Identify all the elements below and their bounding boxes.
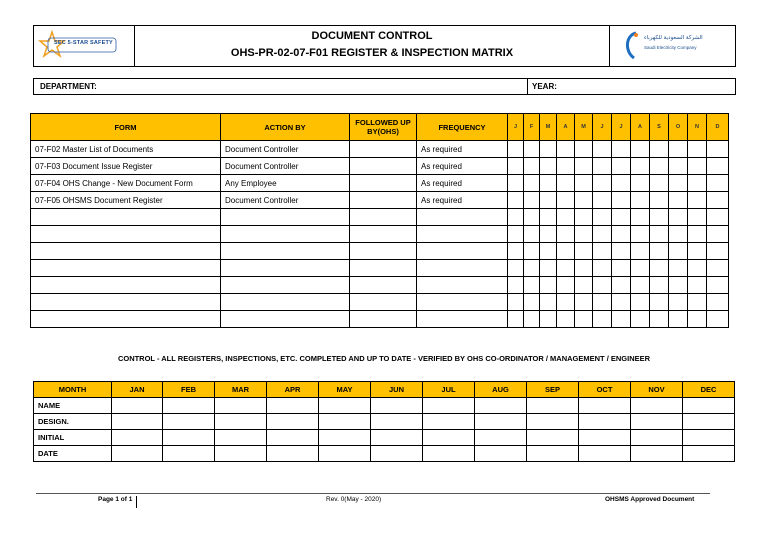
verification-cell[interactable] (631, 398, 683, 414)
verification-cell[interactable] (163, 446, 215, 462)
cell-month-check[interactable] (612, 158, 631, 175)
cell-month-check[interactable] (540, 260, 557, 277)
cell-month-check[interactable] (593, 175, 612, 192)
control-statement: CONTROL - ALL REGISTERS, INSPECTIONS, ETC. COMPLETED AND UP TO DATE - VERIFIED BY OHS CO-ORDINATOR / MANAGEMENT / ENGINEER (117, 354, 651, 363)
verification-cell[interactable] (475, 414, 527, 430)
verification-cell[interactable] (527, 446, 579, 462)
cell-month-check[interactable] (508, 243, 524, 260)
cell-form[interactable]: 07-F02 Master List of Documents (31, 141, 221, 158)
cell-month-check[interactable] (707, 243, 729, 260)
cell-month-check[interactable] (612, 277, 631, 294)
matrix-row (31, 226, 729, 243)
department-row (33, 78, 736, 95)
verification-row (34, 398, 735, 414)
cell-month-check[interactable] (575, 209, 593, 226)
cell-action-by[interactable] (221, 243, 350, 260)
cell-month-check[interactable] (669, 209, 688, 226)
month-col: JAN (112, 382, 163, 398)
cell-form[interactable]: 07-F04 OHS Change - New Document Form (31, 175, 221, 192)
cell-month-check[interactable] (707, 192, 729, 209)
col-month: J (508, 114, 524, 141)
verification-cell[interactable] (371, 398, 423, 414)
month-col: FEB (163, 382, 215, 398)
department-label: DEPARTMENT: (40, 82, 97, 91)
cell-form[interactable] (31, 243, 221, 260)
verification-cell[interactable] (527, 430, 579, 446)
month-header: MONTH (34, 382, 112, 398)
col-month: N (688, 114, 707, 141)
cell-followed-up[interactable] (350, 192, 417, 209)
cell-followed-up[interactable] (350, 294, 417, 311)
cell-action-by[interactable] (221, 294, 350, 311)
matrix-row (31, 277, 729, 294)
cell-month-check[interactable] (540, 311, 557, 328)
cell-form[interactable]: 07-F05 OHSMS Document Register (31, 192, 221, 209)
verification-cell[interactable] (579, 430, 631, 446)
cell-month-check[interactable] (669, 192, 688, 209)
company-name-english: Saudi Electricity Company (644, 45, 697, 50)
cell-month-check[interactable] (557, 226, 575, 243)
cell-month-check[interactable] (669, 260, 688, 277)
verification-cell[interactable] (112, 414, 163, 430)
cell-month-check[interactable] (688, 311, 707, 328)
verification-cell[interactable] (371, 430, 423, 446)
month-col: AUG (475, 382, 527, 398)
cell-month-check[interactable] (524, 243, 540, 260)
verification-cell[interactable] (579, 398, 631, 414)
cell-month-check[interactable] (557, 192, 575, 209)
cell-month-check[interactable] (524, 277, 540, 294)
col-month: F (524, 114, 540, 141)
cell-frequency[interactable] (417, 226, 508, 243)
col-month: M (575, 114, 593, 141)
cell-month-check[interactable] (557, 141, 575, 158)
cell-month-check[interactable] (524, 209, 540, 226)
cell-month-check[interactable] (631, 175, 650, 192)
cell-month-check[interactable] (508, 192, 524, 209)
cell-month-check[interactable] (540, 243, 557, 260)
verification-cell[interactable] (267, 398, 319, 414)
verification-row (34, 414, 735, 430)
verification-row-label: NAME (34, 398, 112, 414)
verification-row-label: INITIAL (34, 430, 112, 446)
matrix-row (31, 311, 729, 328)
cell-month-check[interactable] (688, 141, 707, 158)
cell-month-check[interactable] (631, 209, 650, 226)
cell-month-check[interactable] (650, 311, 669, 328)
cell-month-check[interactable] (508, 226, 524, 243)
cell-frequency[interactable] (417, 243, 508, 260)
col-month: J (612, 114, 631, 141)
cell-month-check[interactable] (575, 141, 593, 158)
matrix-row (31, 192, 729, 209)
cell-month-check[interactable] (557, 277, 575, 294)
month-col: OCT (579, 382, 631, 398)
cell-frequency[interactable]: As required (417, 192, 508, 209)
cell-month-check[interactable] (612, 294, 631, 311)
cell-followed-up[interactable] (350, 226, 417, 243)
cell-month-check[interactable] (540, 141, 557, 158)
cell-month-check[interactable] (688, 294, 707, 311)
cell-month-check[interactable] (612, 260, 631, 277)
cell-month-check[interactable] (707, 141, 729, 158)
verification-cell[interactable] (683, 446, 735, 462)
cell-month-check[interactable] (593, 277, 612, 294)
cell-month-check[interactable] (524, 192, 540, 209)
cell-action-by[interactable] (221, 260, 350, 277)
cell-month-check[interactable] (575, 192, 593, 209)
cell-month-check[interactable] (631, 260, 650, 277)
logo-text: SEC 5-STAR SAFETY (54, 40, 113, 46)
col-month: D (707, 114, 729, 141)
cell-month-check[interactable] (593, 192, 612, 209)
sec-logo (34, 26, 135, 66)
cell-month-check[interactable] (669, 141, 688, 158)
verification-cell[interactable] (163, 430, 215, 446)
verification-cell[interactable] (579, 446, 631, 462)
cell-action-by[interactable]: Any Employee (221, 175, 350, 192)
cell-month-check[interactable] (650, 209, 669, 226)
month-col: SEP (527, 382, 579, 398)
cell-month-check[interactable] (707, 175, 729, 192)
cell-month-check[interactable] (650, 192, 669, 209)
cell-action-by[interactable]: Document Controller (221, 158, 350, 175)
cell-month-check[interactable] (540, 209, 557, 226)
verification-cell[interactable] (319, 398, 371, 414)
cell-month-check[interactable] (508, 141, 524, 158)
cell-frequency[interactable] (417, 277, 508, 294)
cell-frequency[interactable] (417, 294, 508, 311)
cell-month-check[interactable] (524, 226, 540, 243)
verification-cell[interactable] (267, 446, 319, 462)
cell-followed-up[interactable] (350, 260, 417, 277)
approved-label: OHSMS Approved Document (605, 496, 695, 503)
page-number: Page 1 of 1 (98, 496, 137, 508)
verification-cell[interactable] (423, 414, 475, 430)
cell-month-check[interactable] (631, 311, 650, 328)
verification-cell[interactable] (579, 414, 631, 430)
verification-cell[interactable] (215, 430, 267, 446)
company-logo (609, 26, 735, 66)
cell-month-check[interactable] (688, 175, 707, 192)
document-header (33, 25, 736, 67)
cell-month-check[interactable] (524, 175, 540, 192)
verification-cell[interactable] (215, 446, 267, 462)
matrix-row (31, 175, 729, 192)
cell-frequency[interactable]: As required (417, 141, 508, 158)
cell-month-check[interactable] (669, 175, 688, 192)
month-col: NOV (631, 382, 683, 398)
revision-text: Rev. 0(May - 2020) (326, 496, 382, 503)
cell-frequency[interactable]: As required (417, 158, 508, 175)
cell-followed-up[interactable] (350, 209, 417, 226)
cell-month-check[interactable] (508, 209, 524, 226)
cell-action-by[interactable]: Document Controller (221, 141, 350, 158)
cell-form[interactable] (31, 311, 221, 328)
cell-month-check[interactable] (593, 311, 612, 328)
col-month: O (669, 114, 688, 141)
cell-month-check[interactable] (575, 294, 593, 311)
verification-cell[interactable] (112, 398, 163, 414)
cell-followed-up[interactable] (350, 243, 417, 260)
cell-month-check[interactable] (524, 141, 540, 158)
cell-month-check[interactable] (540, 158, 557, 175)
verification-cell[interactable] (267, 414, 319, 430)
cell-form[interactable] (31, 294, 221, 311)
cell-action-by[interactable]: Document Controller (221, 192, 350, 209)
verification-cell[interactable] (683, 414, 735, 430)
cell-followed-up[interactable] (350, 311, 417, 328)
year-label: YEAR: (532, 82, 557, 91)
cell-month-check[interactable] (540, 175, 557, 192)
col-month: A (557, 114, 575, 141)
cell-frequency[interactable] (417, 209, 508, 226)
cell-month-check[interactable] (593, 260, 612, 277)
cell-month-check[interactable] (650, 158, 669, 175)
cell-month-check[interactable] (631, 277, 650, 294)
cell-month-check[interactable] (707, 226, 729, 243)
cell-month-check[interactable] (593, 294, 612, 311)
matrix-row (31, 294, 729, 311)
cell-month-check[interactable] (524, 294, 540, 311)
cell-month-check[interactable] (612, 141, 631, 158)
cell-month-check[interactable] (650, 260, 669, 277)
cell-month-check[interactable] (508, 294, 524, 311)
sec-emblem-icon (622, 31, 642, 61)
cell-month-check[interactable] (612, 226, 631, 243)
col-month: S (650, 114, 669, 141)
cell-frequency[interactable] (417, 260, 508, 277)
cell-month-check[interactable] (557, 158, 575, 175)
verification-row (34, 446, 735, 462)
cell-frequency[interactable] (417, 311, 508, 328)
verification-cell[interactable] (475, 398, 527, 414)
cell-month-check[interactable] (575, 311, 593, 328)
col-form: FORM (31, 114, 221, 141)
cell-action-by[interactable] (221, 209, 350, 226)
col-month: M (540, 114, 557, 141)
cell-month-check[interactable] (612, 243, 631, 260)
cell-month-check[interactable] (557, 175, 575, 192)
cell-month-check[interactable] (669, 243, 688, 260)
cell-month-check[interactable] (508, 175, 524, 192)
cell-month-check[interactable] (557, 260, 575, 277)
verification-cell[interactable] (319, 446, 371, 462)
cell-month-check[interactable] (688, 260, 707, 277)
company-name-arabic: الشركة السعودية للكهرباء (644, 35, 703, 41)
cell-month-check[interactable] (540, 277, 557, 294)
cell-month-check[interactable] (593, 226, 612, 243)
cell-followed-up[interactable] (350, 277, 417, 294)
matrix-header-row (31, 114, 729, 141)
cell-action-by[interactable] (221, 311, 350, 328)
col-month: J (593, 114, 612, 141)
cell-month-check[interactable] (669, 311, 688, 328)
cell-form[interactable] (31, 226, 221, 243)
cell-followed-up[interactable] (350, 141, 417, 158)
header-title-cell (135, 26, 609, 66)
cell-month-check[interactable] (524, 260, 540, 277)
month-col: MAR (215, 382, 267, 398)
cell-month-check[interactable] (707, 277, 729, 294)
cell-month-check[interactable] (631, 226, 650, 243)
verification-cell[interactable] (163, 398, 215, 414)
cell-month-check[interactable] (508, 260, 524, 277)
verification-cell[interactable] (371, 446, 423, 462)
cell-month-check[interactable] (650, 243, 669, 260)
cell-month-check[interactable] (631, 243, 650, 260)
cell-month-check[interactable] (593, 209, 612, 226)
cell-month-check[interactable] (508, 311, 524, 328)
monthly-verification-table (33, 381, 735, 462)
verification-cell[interactable] (423, 398, 475, 414)
cell-month-check[interactable] (524, 311, 540, 328)
cell-month-check[interactable] (650, 226, 669, 243)
cell-month-check[interactable] (631, 192, 650, 209)
cell-month-check[interactable] (688, 209, 707, 226)
month-col: MAY (319, 382, 371, 398)
cell-month-check[interactable] (650, 141, 669, 158)
cell-month-check[interactable] (612, 175, 631, 192)
cell-month-check[interactable] (557, 209, 575, 226)
verification-cell[interactable] (423, 446, 475, 462)
month-col: JUN (371, 382, 423, 398)
verification-row-label: DESIGN. (34, 414, 112, 430)
cell-month-check[interactable] (669, 226, 688, 243)
verification-cell[interactable] (319, 430, 371, 446)
month-col: JUL (423, 382, 475, 398)
cell-month-check[interactable] (575, 158, 593, 175)
verification-row-label: DATE (34, 446, 112, 462)
verification-cell[interactable] (631, 430, 683, 446)
year-cell (527, 79, 736, 94)
cell-month-check[interactable] (631, 294, 650, 311)
cell-form[interactable] (31, 277, 221, 294)
star-logo-icon (34, 26, 134, 66)
cell-month-check[interactable] (631, 158, 650, 175)
cell-month-check[interactable] (557, 294, 575, 311)
register-matrix-table (30, 113, 729, 328)
cell-month-check[interactable] (612, 311, 631, 328)
verification-cell[interactable] (215, 398, 267, 414)
cell-month-check[interactable] (593, 158, 612, 175)
cell-month-check[interactable] (540, 226, 557, 243)
verification-row (34, 430, 735, 446)
col-month: A (631, 114, 650, 141)
cell-month-check[interactable] (688, 192, 707, 209)
cell-month-check[interactable] (557, 243, 575, 260)
verification-cell[interactable] (475, 446, 527, 462)
verification-cell[interactable] (527, 398, 579, 414)
verification-cell[interactable] (112, 446, 163, 462)
cell-month-check[interactable] (688, 243, 707, 260)
verification-cell[interactable] (215, 414, 267, 430)
cell-month-check[interactable] (650, 277, 669, 294)
month-col: APR (267, 382, 319, 398)
cell-month-check[interactable] (575, 243, 593, 260)
cell-followed-up[interactable] (350, 175, 417, 192)
cell-frequency[interactable]: As required (417, 175, 508, 192)
verification-cell[interactable] (423, 430, 475, 446)
page-title: DOCUMENT CONTROL (311, 30, 433, 42)
matrix-row (31, 260, 729, 277)
cell-month-check[interactable] (524, 158, 540, 175)
cell-action-by[interactable] (221, 277, 350, 294)
cell-action-by[interactable] (221, 226, 350, 243)
cell-month-check[interactable] (575, 175, 593, 192)
cell-month-check[interactable] (575, 260, 593, 277)
verification-cell[interactable] (683, 430, 735, 446)
cell-form[interactable] (31, 260, 221, 277)
cell-month-check[interactable] (688, 277, 707, 294)
verification-cell[interactable] (527, 414, 579, 430)
cell-month-check[interactable] (669, 277, 688, 294)
cell-month-check[interactable] (557, 311, 575, 328)
month-header-row (34, 382, 735, 398)
cell-month-check[interactable] (669, 158, 688, 175)
cell-month-check[interactable] (540, 294, 557, 311)
cell-followed-up[interactable] (350, 158, 417, 175)
footer-divider (36, 493, 710, 494)
matrix-row (31, 209, 729, 226)
cell-month-check[interactable] (540, 192, 557, 209)
verification-cell[interactable] (371, 414, 423, 430)
verification-cell[interactable] (163, 414, 215, 430)
cell-month-check[interactable] (707, 311, 729, 328)
cell-month-check[interactable] (669, 294, 688, 311)
month-col: DEC (683, 382, 735, 398)
cell-month-check[interactable] (508, 158, 524, 175)
matrix-row (31, 158, 729, 175)
page-subtitle: OHS-PR-02-07-F01 REGISTER & INSPECTION MATRIX (230, 47, 514, 59)
verification-cell[interactable] (631, 446, 683, 462)
verification-cell[interactable] (683, 398, 735, 414)
cell-month-check[interactable] (575, 277, 593, 294)
cell-form[interactable] (31, 209, 221, 226)
cell-month-check[interactable] (593, 243, 612, 260)
matrix-row (31, 243, 729, 260)
cell-month-check[interactable] (650, 175, 669, 192)
verification-cell[interactable] (267, 430, 319, 446)
matrix-row (31, 141, 729, 158)
verification-cell[interactable] (112, 430, 163, 446)
cell-month-check[interactable] (575, 226, 593, 243)
cell-form[interactable]: 07-F03 Document Issue Register (31, 158, 221, 175)
cell-month-check[interactable] (688, 158, 707, 175)
col-action-by: ACTION BY (221, 114, 350, 141)
cell-month-check[interactable] (707, 260, 729, 277)
verification-cell[interactable] (475, 430, 527, 446)
cell-month-check[interactable] (650, 294, 669, 311)
verification-cell[interactable] (631, 414, 683, 430)
cell-month-check[interactable] (707, 158, 729, 175)
col-frequency: FREQUENCY (417, 114, 508, 141)
cell-month-check[interactable] (707, 209, 729, 226)
cell-month-check[interactable] (508, 277, 524, 294)
col-followed-up: FOLLOWED UP BY(OHS) (350, 114, 417, 141)
cell-month-check[interactable] (593, 141, 612, 158)
cell-month-check[interactable] (688, 226, 707, 243)
cell-month-check[interactable] (612, 209, 631, 226)
cell-month-check[interactable] (612, 192, 631, 209)
verification-cell[interactable] (319, 414, 371, 430)
cell-month-check[interactable] (707, 294, 729, 311)
cell-month-check[interactable] (631, 141, 650, 158)
